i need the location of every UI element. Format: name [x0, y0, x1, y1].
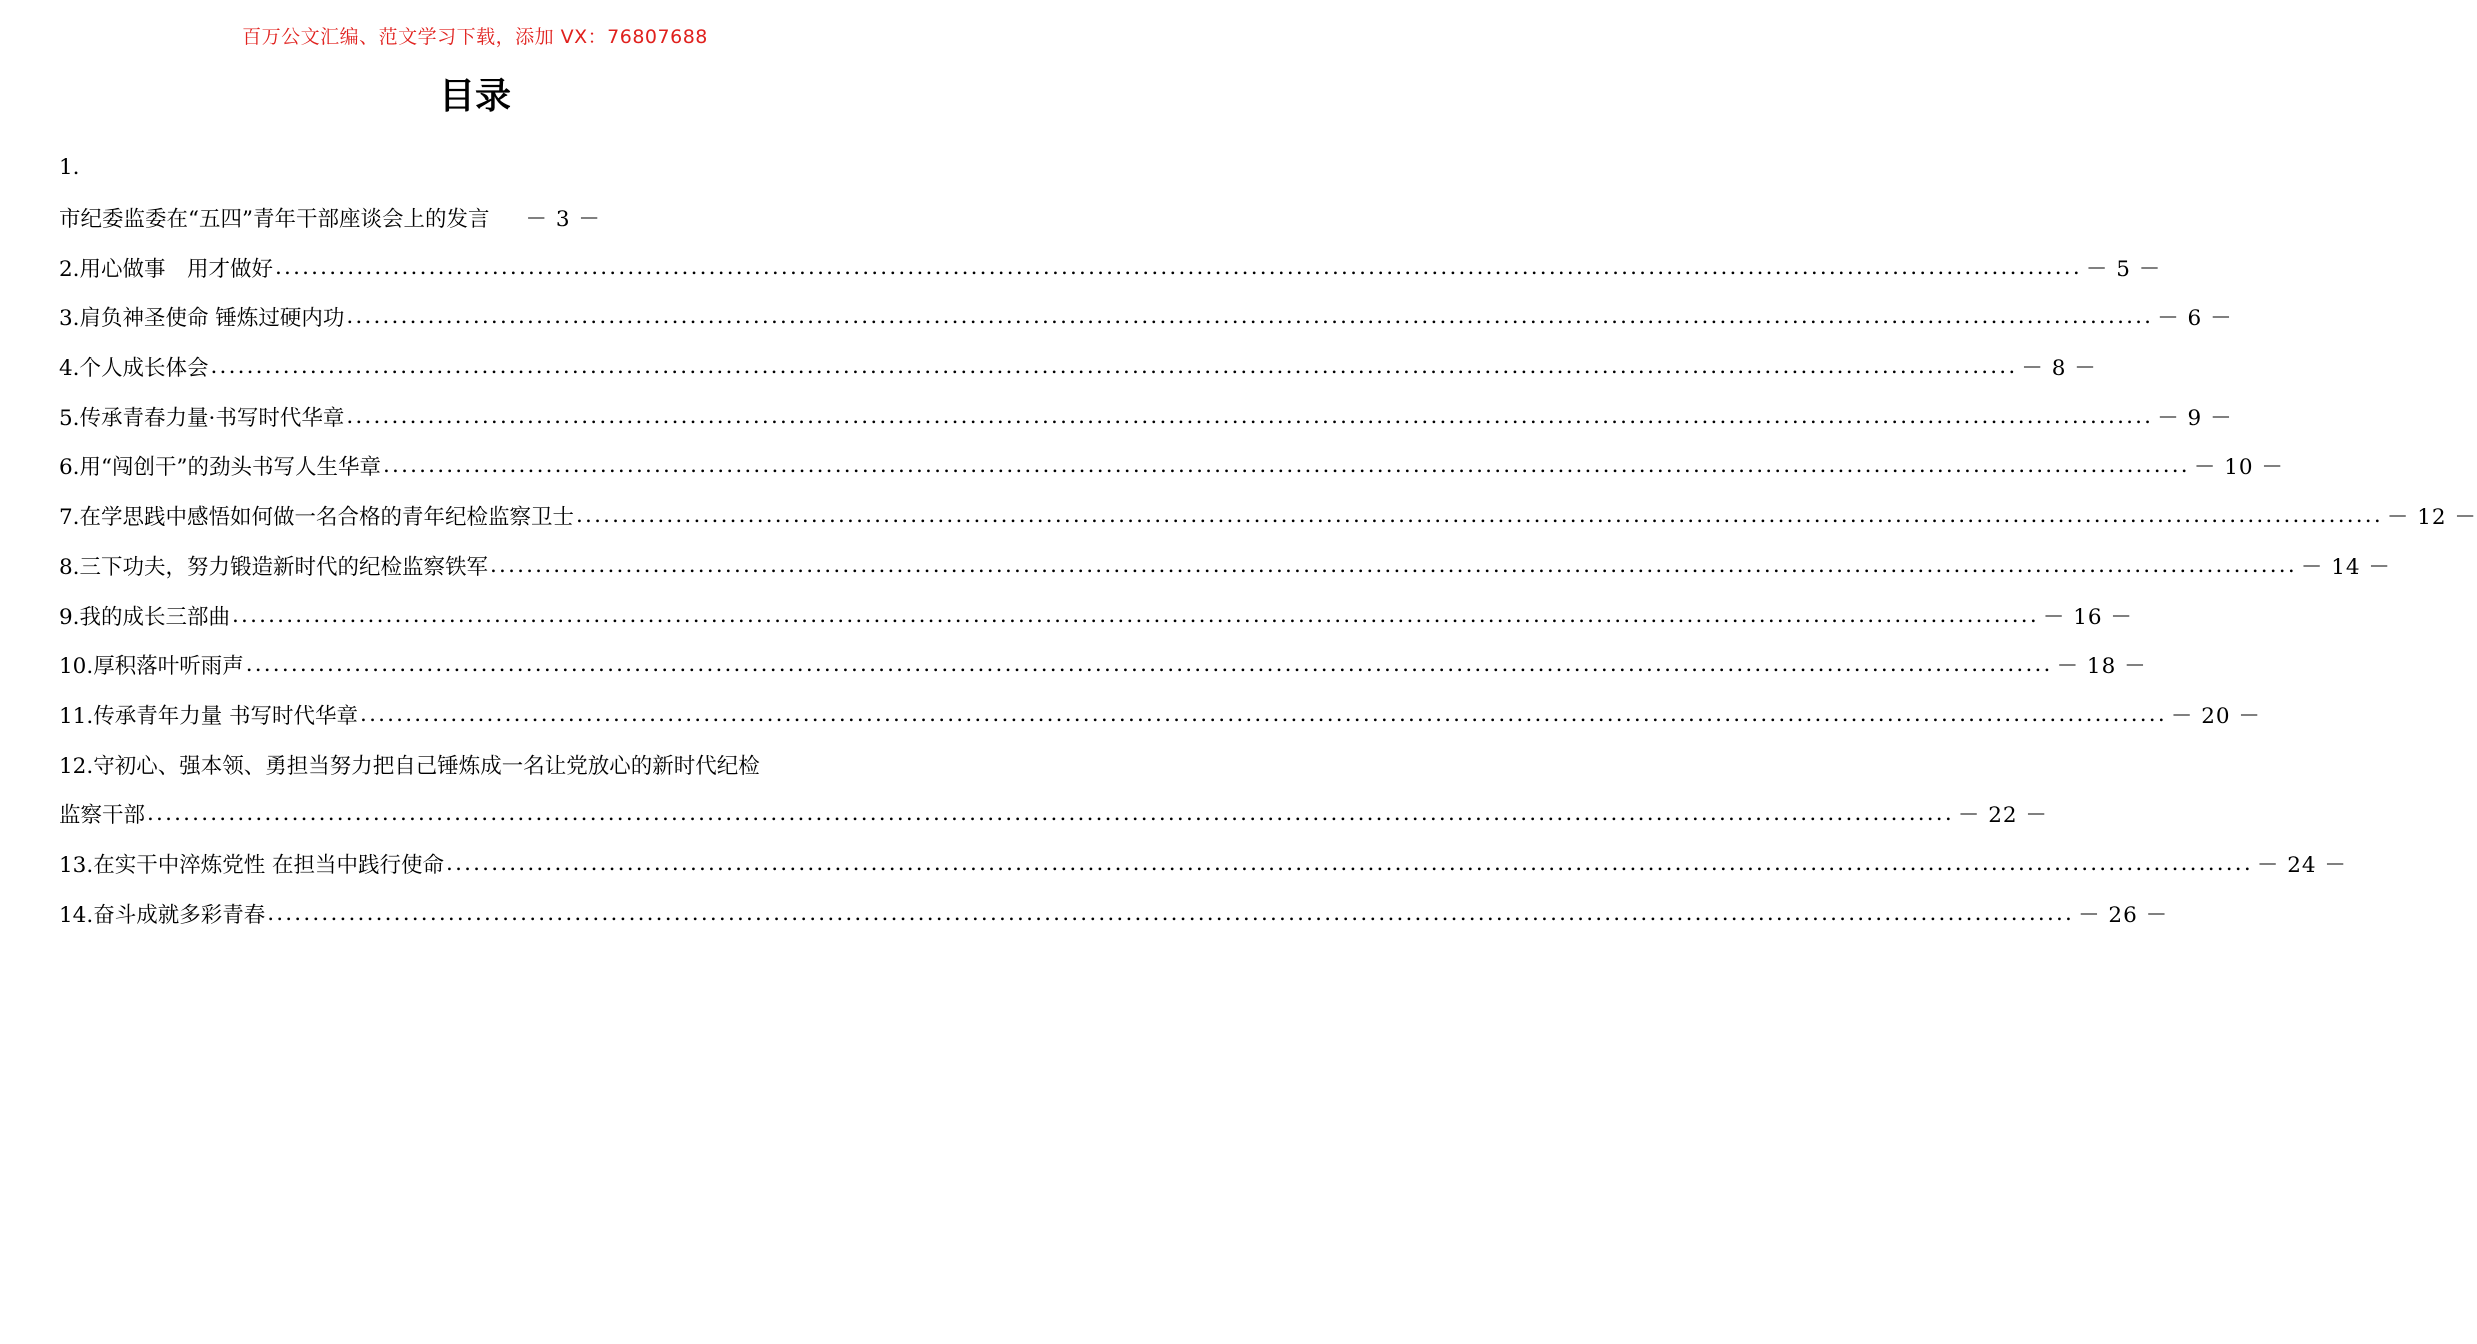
toc-entry-text: 11.传承青年力量 书写时代华章	[59, 703, 359, 729]
toc-page-number: － 26 －	[2078, 902, 2169, 928]
dot-leader: ........................................................................................................................................................................................................	[576, 503, 2383, 529]
toc-line-8[interactable]	[59, 491, 2477, 541]
dot-leader: ........................................................................................................................................................................................................	[147, 801, 1954, 827]
dot-leader: ........................................................................................................................................................................................................	[210, 354, 2018, 380]
toc-entry-text: 10.厚积落叶听雨声	[59, 654, 244, 680]
dot-leader: ........................................................................................................................................................................................................	[232, 602, 2039, 628]
dot-leader: ........................................................................................................................................................................................................	[346, 403, 2154, 429]
page-title: 目录	[438, 76, 511, 117]
dot-leader: ........................................................................................................................................................................................................	[245, 652, 2053, 678]
dot-leader: ........................................................................................................................................................................................................	[360, 701, 2167, 727]
toc-page-number: － 3 －	[525, 207, 601, 233]
toc-entry-text: 3.肩负神圣使命 锤炼过硬内功	[59, 306, 345, 332]
toc-line-13[interactable]	[59, 739, 893, 789]
toc-page-number: － 16 －	[2042, 604, 2133, 630]
toc-page-number: － 14 －	[2300, 554, 2391, 580]
toc-entry-text: 1.	[59, 155, 80, 181]
toc-page-number: － 24 －	[2256, 852, 2347, 878]
toc-page-number: － 22 －	[1957, 803, 2048, 829]
toc-page-number: － 6 －	[2157, 306, 2233, 332]
watermark-banner: 百万公文汇编、范文学习下载，添加 VX：76807688	[242, 26, 708, 48]
toc-line-15[interactable]	[59, 839, 2347, 889]
dot-leader: ........................................................................................................................................................................................................	[275, 254, 2082, 280]
toc-entry-text: 市纪委监委在“五四”青年干部座谈会上的发言	[59, 207, 490, 233]
toc-entry-text: 4.个人成长体会	[59, 356, 209, 382]
toc-entry-text: 14.奋斗成就多彩青春	[59, 902, 266, 928]
toc-line-7[interactable]	[59, 441, 2284, 491]
toc-page-number: － 18 －	[2056, 654, 2147, 680]
toc-page-number: － 5 －	[2085, 256, 2162, 282]
toc-entry-text: 12.守初心、强本领、勇担当努力把自己锤炼成一名让党放心的新时代纪检	[59, 753, 760, 779]
toc-entry-text: 13.在实干中淬炼党性 在担当中践行使命	[59, 852, 445, 878]
toc-line-10[interactable]	[59, 590, 2133, 640]
toc-entry-text: 2.用心做事 用才做好	[59, 256, 274, 282]
toc-line-16[interactable]	[59, 888, 2169, 938]
toc-line-4[interactable]	[59, 292, 2233, 342]
toc-line-12[interactable]	[59, 690, 2261, 740]
toc-entry-text: 9.我的成长三部曲	[59, 604, 231, 630]
toc-page-number: － 12 －	[2386, 505, 2477, 531]
toc-entry-text: 5.传承青春力量·书写时代华章	[59, 405, 345, 431]
toc-line-1[interactable]	[59, 143, 893, 193]
toc-line-14[interactable]	[59, 789, 2048, 839]
toc-entry-text: 6.用“闯创干”的劲头书写人生华章	[59, 455, 381, 481]
dot-leader: ........................................................................................................................................................................................................	[267, 900, 2075, 926]
toc-page-number: － 20 －	[2170, 703, 2261, 729]
toc-entry-text: 7.在学思践中感悟如何做一名合格的青年纪检监察卫士	[59, 505, 575, 531]
dot-leader: ........................................................................................................................................................................................................	[383, 453, 2190, 479]
toc-line-6[interactable]	[59, 391, 2233, 441]
toc-line-2[interactable]	[59, 193, 893, 243]
dot-leader: ........................................................................................................................................................................................................	[446, 850, 2253, 876]
table-of-contents	[59, 143, 2477, 938]
toc-line-11[interactable]	[59, 640, 2147, 690]
toc-entry-text: 监察干部	[59, 803, 146, 829]
toc-page-number: － 9 －	[2157, 405, 2233, 431]
toc-line-9[interactable]	[59, 541, 2391, 591]
dot-leader: ........................................................................................................................................................................................................	[490, 552, 2297, 578]
toc-page-number: － 10 －	[2193, 455, 2284, 481]
toc-line-3[interactable]	[59, 242, 2162, 292]
dot-leader: ........................................................................................................................................................................................................	[346, 304, 2154, 330]
toc-entry-text: 8.三下功夫，努力锻造新时代的纪检监察铁军	[59, 554, 489, 580]
toc-page-number: － 8 －	[2021, 356, 2097, 382]
toc-line-5[interactable]	[59, 342, 2097, 392]
